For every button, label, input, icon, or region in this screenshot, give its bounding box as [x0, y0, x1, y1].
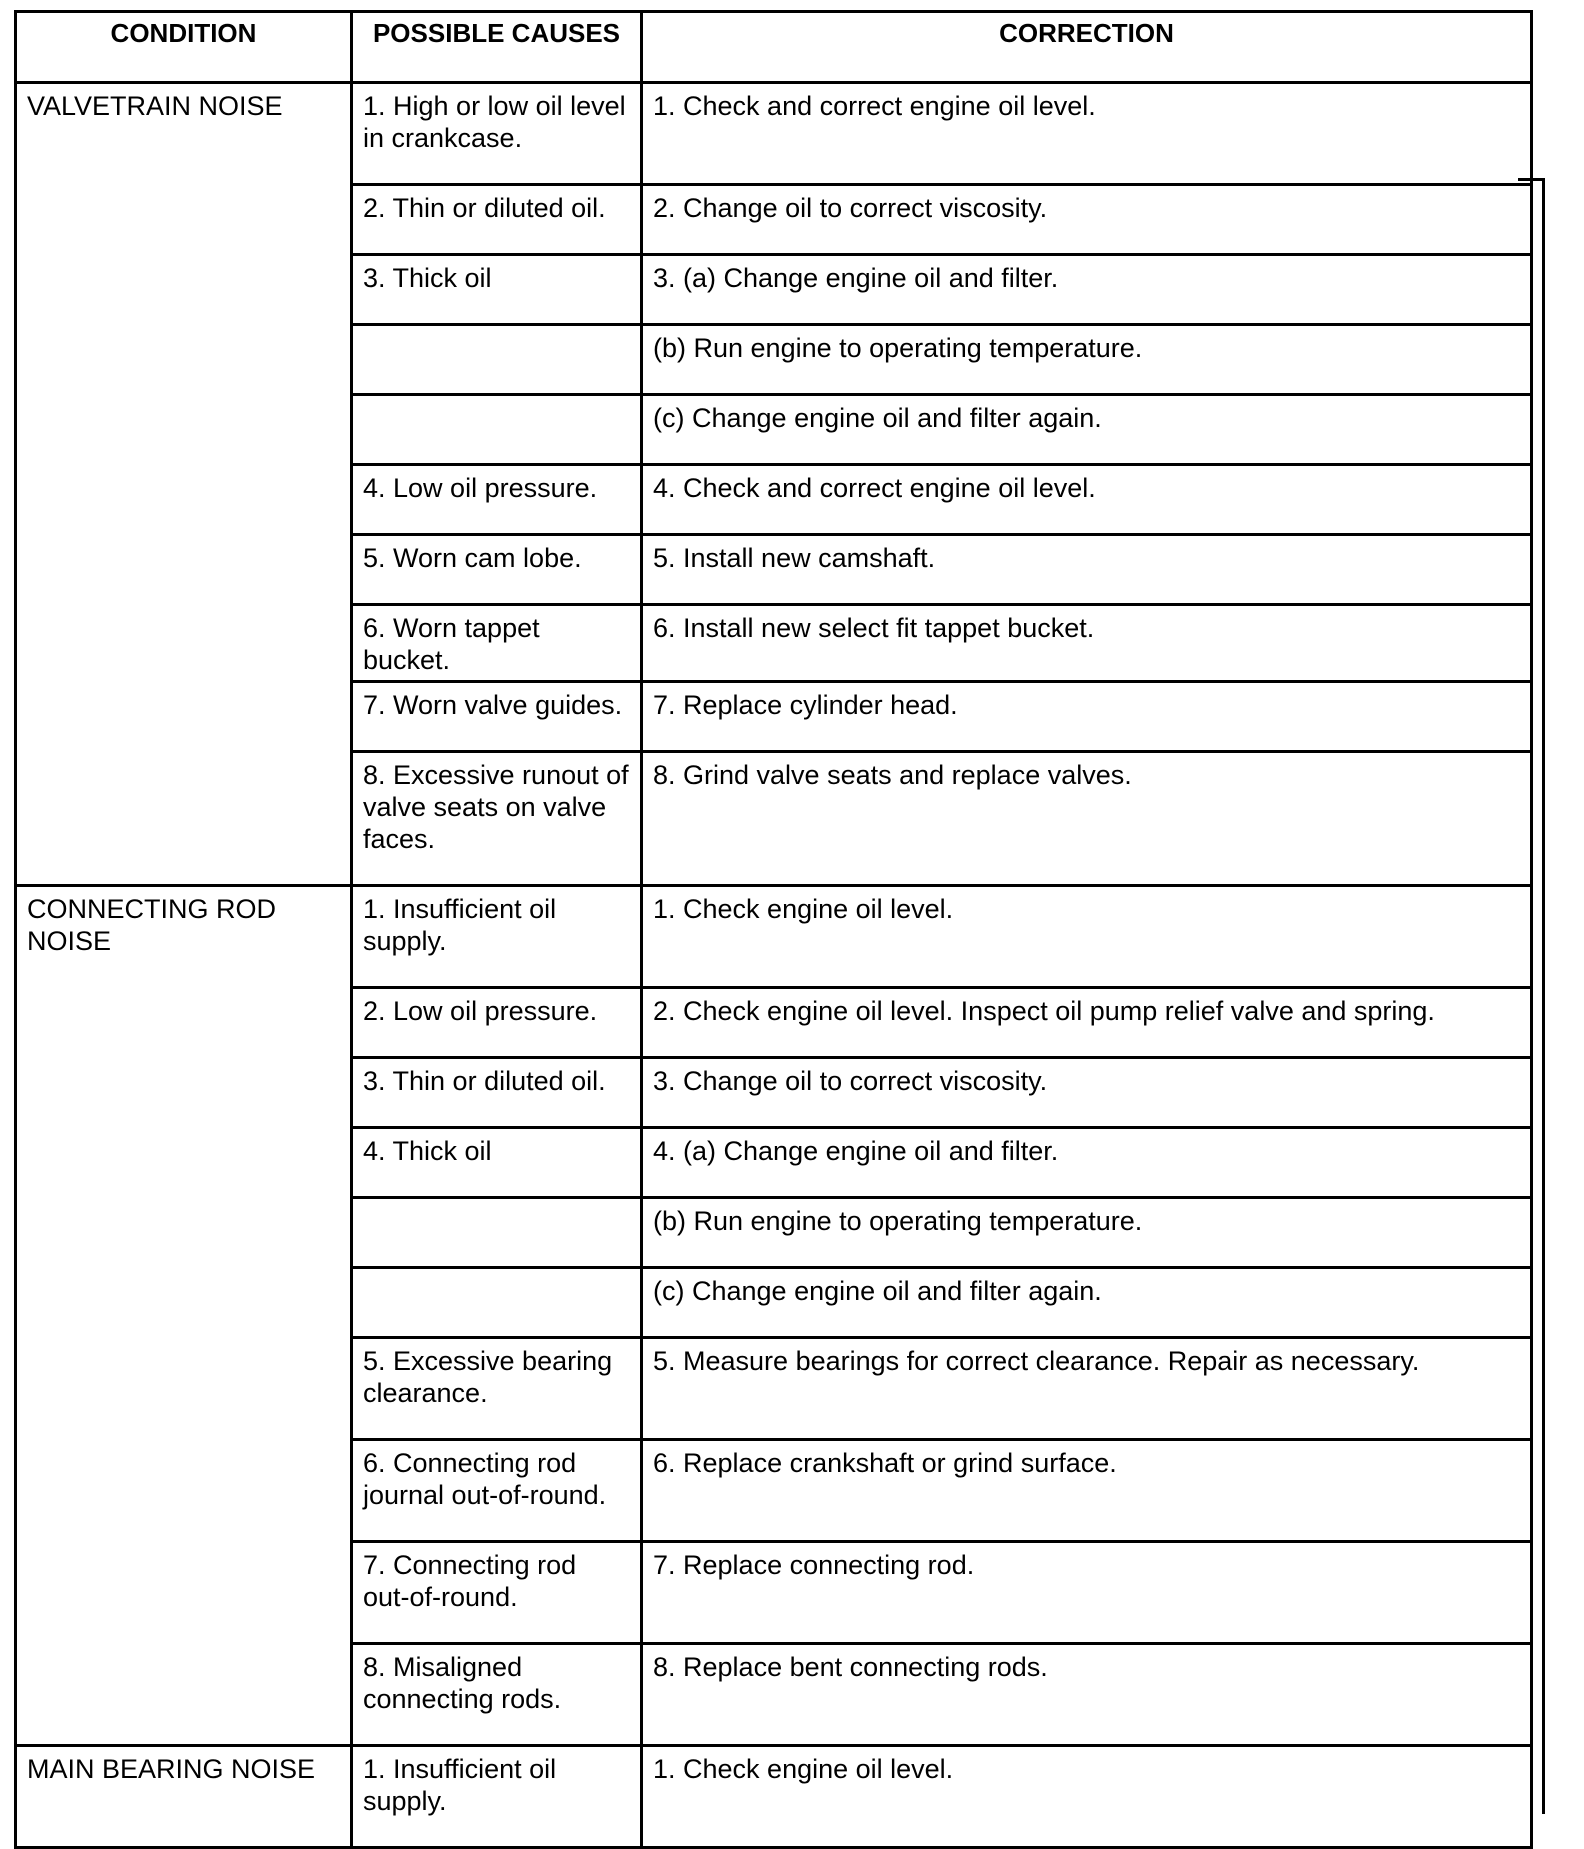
- header-correction: CORRECTION: [642, 12, 1532, 83]
- possible-cause-cell: 7. Connecting rod out-of-round.: [352, 1542, 642, 1644]
- possible-cause-cell: [352, 395, 642, 465]
- condition-cell: MAIN BEARING NOISE: [16, 1746, 352, 1848]
- header-row: [16, 12, 1532, 83]
- possible-cause-cell: 1. High or low oil level in crankcase.: [352, 83, 642, 185]
- diagnosis-table: [14, 10, 1533, 1849]
- correction-cell: 6. Replace crankshaft or grind surface.: [642, 1440, 1532, 1542]
- possible-cause-cell: 6. Connecting rod journal out-of-round.: [352, 1440, 642, 1542]
- table-body: [16, 83, 1532, 1848]
- correction-cell: (b) Run engine to operating temperature.: [642, 325, 1532, 395]
- header-possible-causes: POSSIBLE CAUSES: [352, 12, 642, 83]
- possible-cause-cell: 7. Worn valve guides.: [352, 682, 642, 752]
- correction-cell: 8. Grind valve seats and replace valves.: [642, 752, 1532, 886]
- possible-cause-cell: 4. Low oil pressure.: [352, 465, 642, 535]
- possible-cause-cell: 1. Insufficient oil supply.: [352, 1746, 642, 1848]
- correction-cell: 1. Check engine oil level.: [642, 886, 1532, 988]
- condition-cell: CONNECTING ROD NOISE: [16, 886, 352, 1746]
- correction-cell: 5. Install new camshaft.: [642, 535, 1532, 605]
- correction-cell: 4. (a) Change engine oil and filter.: [642, 1128, 1532, 1198]
- header-condition: CONDITION: [16, 12, 352, 83]
- possible-cause-cell: 8. Excessive runout of valve seats on valve faces.: [352, 752, 642, 886]
- correction-cell: 3. (a) Change engine oil and filter.: [642, 255, 1532, 325]
- possible-cause-cell: 2. Low oil pressure.: [352, 988, 642, 1058]
- possible-cause-cell: 5. Worn cam lobe.: [352, 535, 642, 605]
- table-row: [16, 1746, 1532, 1848]
- correction-cell: 1. Check and correct engine oil level.: [642, 83, 1532, 185]
- possible-cause-cell: 3. Thick oil: [352, 255, 642, 325]
- possible-cause-cell: [352, 325, 642, 395]
- correction-cell: 4. Check and correct engine oil level.: [642, 465, 1532, 535]
- correction-cell: 6. Install new select fit tappet bucket.: [642, 605, 1532, 682]
- correction-cell: 3. Change oil to correct viscosity.: [642, 1058, 1532, 1128]
- correction-cell: 5. Measure bearings for correct clearance. Repair as necessary.: [642, 1338, 1532, 1440]
- possible-cause-cell: [352, 1198, 642, 1268]
- table-row: [16, 83, 1532, 185]
- table-outer-rule: [1542, 178, 1545, 1814]
- possible-cause-cell: 3. Thin or diluted oil.: [352, 1058, 642, 1128]
- correction-cell: 7. Replace cylinder head.: [642, 682, 1532, 752]
- possible-cause-cell: 6. Worn tappet bucket.: [352, 605, 642, 682]
- correction-cell: (c) Change engine oil and filter again.: [642, 395, 1532, 465]
- condition-cell: VALVETRAIN NOISE: [16, 83, 352, 886]
- correction-cell: 1. Check engine oil level.: [642, 1746, 1532, 1848]
- correction-cell: 2. Change oil to correct viscosity.: [642, 185, 1532, 255]
- possible-cause-cell: 1. Insufficient oil supply.: [352, 886, 642, 988]
- correction-cell: 2. Check engine oil level. Inspect oil pump relief valve and spring.: [642, 988, 1532, 1058]
- possible-cause-cell: [352, 1268, 642, 1338]
- correction-cell: 7. Replace connecting rod.: [642, 1542, 1532, 1644]
- possible-cause-cell: 5. Excessive bearing clearance.: [352, 1338, 642, 1440]
- possible-cause-cell: 8. Misaligned connecting rods.: [352, 1644, 642, 1746]
- correction-cell: (b) Run engine to operating temperature.: [642, 1198, 1532, 1268]
- correction-cell: (c) Change engine oil and filter again.: [642, 1268, 1532, 1338]
- table-row: [16, 886, 1532, 988]
- correction-cell: 8. Replace bent connecting rods.: [642, 1644, 1532, 1746]
- possible-cause-cell: 2. Thin or diluted oil.: [352, 185, 642, 255]
- possible-cause-cell: 4. Thick oil: [352, 1128, 642, 1198]
